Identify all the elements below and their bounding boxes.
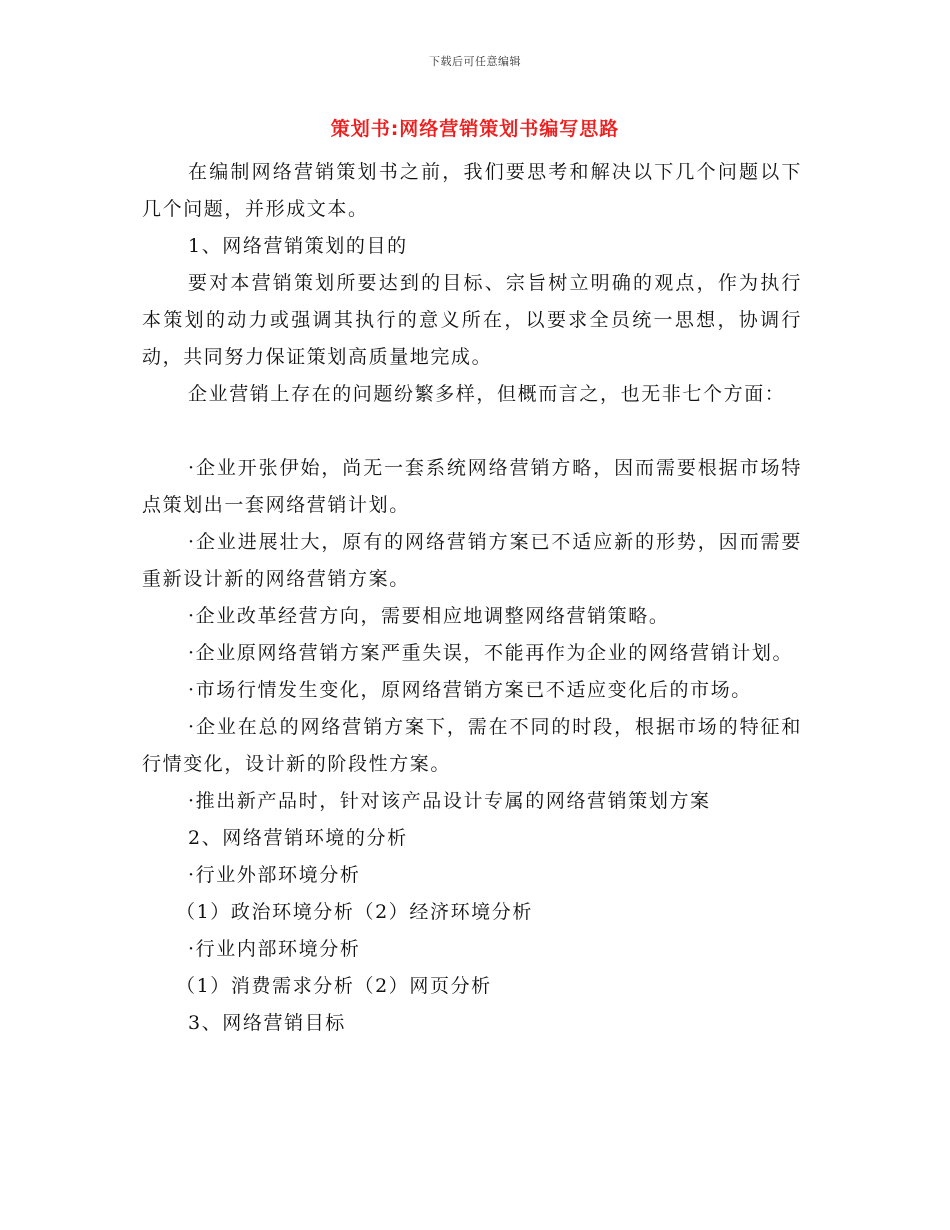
- bullet-item: ·行业内部环境分析: [188, 938, 361, 960]
- section-heading-environment: 2、网络营销环境的分析: [188, 827, 408, 849]
- sub-item: （1）消费需求分析（2）网页分析: [176, 975, 492, 997]
- section-heading-goals: 3、网络营销目标: [188, 1012, 346, 1034]
- purpose-paragraph: 要对本营销策划所要达到的目标、宗旨树立明确的观点，作为执行本策划的动力或强调其执行的意义所在，以要求全员统一思想，协调行动，共同努力保证策划高质量地完成。: [142, 272, 802, 368]
- bullet-item: ·企业开张伊始，尚无一套系统网络营销方略，因而需要根据市场特点策划出一套网络营销计划。: [142, 457, 802, 516]
- bullet-item: ·企业在总的网络营销方案下，需在不同的时段，根据市场的特征和行情变化，设计新的阶段性方案。: [142, 716, 802, 775]
- sub-item: （1）政治环境分析（2）经济环境分析: [176, 901, 533, 923]
- problems-intro-paragraph: 企业营销上存在的问题纷繁多样，但概而言之，也无非七个方面：: [188, 383, 786, 405]
- bullet-item: ·企业进展壮大，原有的网络营销方案已不适应新的形势，因而需要重新设计新的网络营销方案。: [142, 531, 802, 590]
- bullet-item: ·行业外部环境分析: [188, 864, 361, 886]
- bullet-item: ·企业原网络营销方案严重失误，不能再作为企业的网络营销计划。: [188, 642, 794, 664]
- bullet-item: ·推出新产品时，针对该产品设计专属的网络营销策划方案: [188, 790, 711, 812]
- intro-paragraph: 在编制网络营销策划书之前，我们要思考和解决以下几个问题以下几个问题，并形成文本。: [142, 161, 802, 220]
- bullet-item: ·市场行情发生变化，原网络营销方案已不适应变化后的市场。: [188, 679, 752, 701]
- document-body: [142, 154, 802, 1042]
- header-note: 下载后可任意编辑: [429, 55, 521, 68]
- section-heading-purpose: 1、网络营销策划的目的: [188, 235, 408, 257]
- bullet-item: ·企业改革经营方向，需要相应地调整网络营销策略。: [188, 605, 670, 627]
- document-title: 策划书:网络营销策划书编写思路: [330, 118, 620, 140]
